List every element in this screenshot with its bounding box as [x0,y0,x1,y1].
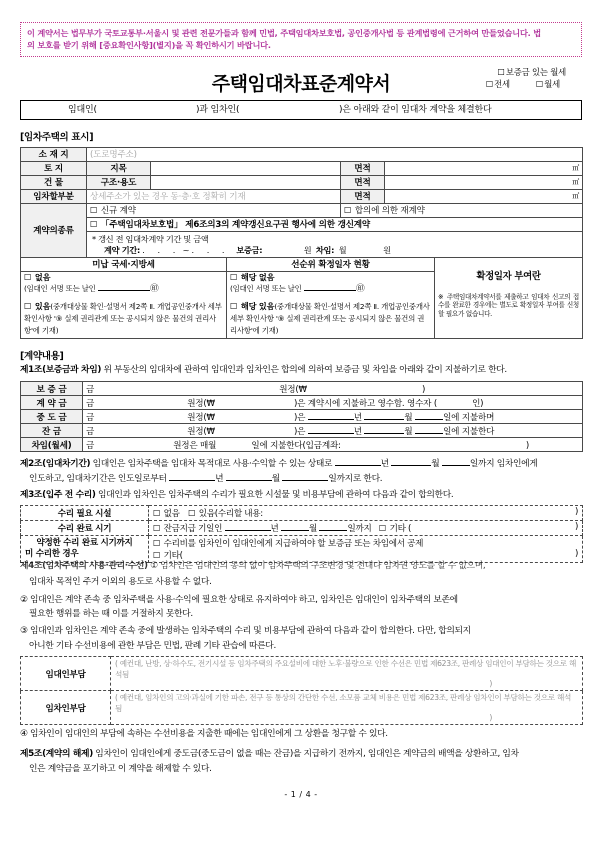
repair-need-label: 수리 필요 시설 [21,506,149,521]
unpaid-tax-none-label: 없음 [34,271,51,282]
contract-kind-renewal-right[interactable] [87,217,583,231]
land-kind-value[interactable] [151,161,341,175]
checkbox-icon[interactable] [536,79,544,89]
property-section-heading: [임차주택의 표시] [20,131,94,143]
downpayment-text: )은 계약시에 지불하고 영수함. 영수자 ( [293,398,437,409]
tax-priority-table [20,257,583,339]
checkbox-icon[interactable] [344,206,352,216]
table-row-lease-part [21,189,583,203]
prior-exists-label: 해당 있음 [240,301,275,312]
page-title: 주택임대차표준계약서 [211,72,391,95]
article-4-text-1: ① 임차인은 임대인의 동의 없이 임차주택의 구조변경 및 전대나 임차권 양도를 할 수 없으며, [147,561,486,572]
repair-need-none-label: 없음 [163,509,180,520]
table-row-contract-kind-1 [21,203,583,217]
repair-done-balance-label: 잔금지급 기일인 [163,524,223,535]
year-input[interactable] [335,465,381,466]
table-row-rent [21,438,583,452]
unpaid-tax-exists[interactable] [24,301,223,338]
checkbox-icon[interactable] [153,524,161,534]
land-area-label: 면적 [341,161,385,175]
contract-kind-re-agreement[interactable] [341,203,583,217]
checkbox-icon[interactable] [379,524,387,534]
seal-icon: ㊞ [356,284,365,295]
balance-text: )은 [293,426,306,437]
article-1-text: 위 부동산의 임대차에 관하여 임대인과 임차인은 합의에 의하여 보증금 및 차임을 아래와 같이 지불하기로 한다. [101,364,507,375]
downpayment-label: 계 약 금 [21,396,83,410]
prior-none[interactable] [230,272,431,285]
month-label: 월 [309,524,318,535]
deposit-label: 보 증 금 [21,382,83,396]
rent-value[interactable] [83,438,583,452]
year-label: 년 [353,426,362,437]
article-4-paragraph-2: ② 임대인은 계약 존속 중 임차주택을 사용·수익에 필요한 상태로 유지하여야 하고, 임차인은 임대인이 임차주택의 보존에 [20,594,458,605]
checkbox-icon[interactable] [153,539,161,549]
year-label: 년 [353,412,362,423]
prior-none-label: 해당 없음 [240,271,275,282]
checkbox-icon[interactable] [486,79,494,89]
party-declaration-row [20,100,582,120]
repair-done-close: ) [574,522,578,533]
day-input[interactable] [319,530,347,531]
lease-part-area-value[interactable] [385,189,583,203]
table-row-repair-need [21,506,583,521]
rent-close: ) [525,440,529,451]
contract-kind-new[interactable] [87,203,341,217]
location-placeholder: (도로명주소) [90,150,137,161]
deposit-value[interactable] [83,382,583,396]
lease-type-monthly[interactable] [536,78,560,90]
year-label: 년 [270,524,279,535]
prior-fixed-date-options [227,271,435,338]
previous-period-start[interactable]: . . . [142,244,181,255]
document-sheet [20,22,582,799]
previous-contract-fields[interactable] [90,245,579,256]
article-2-text-a: 임대인은 임차주택을 임대차 목적대로 사용·수익할 수 있는 상태로 [90,459,333,470]
property-table [20,147,583,258]
fixed-date-grant-note: ※ 주택임대차계약서를 제출하고 임대차 신고의 접수를 완료한 경우에는 별도로 확정일자 부여를 신청할 필요가 없습니다. [438,292,579,319]
article-2-paragraph [20,458,582,471]
lessor-burden-value[interactable] [111,657,583,691]
article-5-paragraph-b: 인은 계약금을 포기하고 이 계약을 해제할 수 있다. [29,763,212,774]
year-input[interactable] [169,480,215,481]
downpayment-geum: 금 [86,398,95,409]
rent-label: 차임(월세) [21,438,83,452]
previous-contract-block [87,231,583,257]
location-value[interactable] [87,147,583,161]
fixed-date-grant-cell [435,257,583,338]
previous-rent-unit: 원 [383,244,391,255]
article-5-paragraph [20,748,582,761]
lessee-burden-close: ) [489,713,492,723]
month-input[interactable] [364,419,404,420]
table-row-repair-done [21,521,583,536]
article-3-paragraph [20,489,582,502]
month-label: 월 [271,473,280,484]
day-input[interactable] [282,480,328,481]
lessor-burden-close: ) [489,679,492,689]
seal-icon: ㊞ [150,284,159,295]
downpayment-value[interactable] [83,396,583,410]
lessee-burden-text: ( 예컨대, 임차인의 고의·과실에 기한 파손, 전구 등 통상의 간단한 수선, 소모품 교체 비용은 민법 제623조, 판례상 임차인이 부담하는 것으로 해석됨 [115,693,572,714]
period-tilde: ~ [182,244,190,255]
lease-part-area-label: 면적 [341,189,385,203]
unpaid-tax-none-sub: (임대인 서명 또는 날인 ㊞ [24,284,159,295]
repair-done-other-label: 기타 ( [389,524,412,535]
day-input[interactable] [415,433,443,434]
article-5-title: 제5조(계약의 해제) [20,749,93,760]
month-input[interactable] [391,465,431,466]
checkbox-icon[interactable] [153,509,161,519]
lessee-label: )과 임차인( [196,104,240,115]
repair-unfinished-opt1[interactable] [153,537,578,549]
checkbox-icon[interactable] [230,302,238,312]
day-label: 일까지로 한다. [328,473,383,484]
unpaid-tax-exists-sub: (중개대상물 확인·설명서 제2쪽 Ⅱ. 개업공인중개사 세부 확인사항 '⑨ 실제 권리관계 또는 공시되지 않은 물건의 권리사항'에 기재) [24,302,222,336]
table-row-lessor-burden [21,657,583,691]
fixed-date-grant-title: 확정일자 부여란 [476,270,541,282]
lease-type-checkboxes [432,66,582,90]
building-structure-value[interactable] [151,175,341,189]
lessor-label: 임대인( [68,104,97,115]
previous-period-label: 계약 기간: [104,244,140,255]
deposit-geum: 금 [86,384,95,395]
year-input[interactable] [308,433,354,434]
previous-period-end[interactable]: . . . [191,244,230,255]
location-label: 소 재 지 [21,147,87,161]
year-input[interactable] [225,530,271,531]
contract-kind-new-label: 신규 계약 [100,206,136,217]
year-input[interactable] [308,419,354,420]
month-label: 월 [404,426,413,437]
prior-exists-sub: (중개대상물 확인·설명서 제2쪽 Ⅱ. 개업공인중개사 세부 확인사항 '⑨ 실제 권리관계 또는 공시되지 않은 물건의 권리사항'에 기재) [230,302,430,336]
title-row [20,63,582,99]
month-label: 월 [431,459,440,470]
unpaid-tax-heading: 미납 국세·지방세 [21,257,227,271]
article-4-paragraph-1b: 임대차 목적인 주거 이외의 용도로 사용할 수 없다. [29,577,212,588]
article-4-paragraph-3b: 아니한 기타 수선비용에 관한 부담은 민법, 판례 기타 관습에 따른다. [29,640,276,651]
area-unit: ㎡ [572,164,580,173]
article-4-paragraph-3: ③ 임대인과 임차인은 계약 존속 중에 발생하는 임차주택의 수리 및 비용부담에 관하여 다음과 같이 합의한다. 다만, 합의되지 [20,626,471,637]
table-row-balance [21,424,583,438]
table-row-contract-kind-2 [21,217,583,231]
area-unit: ㎡ [572,178,580,187]
previous-deposit-label: 보증금: [236,244,263,255]
article-2-text-b: 인도하고, 임대차기간은 인도일로부터 [29,473,167,484]
building-area-label: 면적 [341,175,385,189]
lease-type-label: 월세 [544,78,560,89]
table-row-middlepayment [21,410,583,424]
building-label: 건 물 [21,175,87,189]
repair-unfinished-label-2: 미 수리한 경우 [25,549,79,560]
checkbox-icon[interactable] [24,273,32,283]
repair-need-yes-label: 있음(수리할 내용: [198,509,263,520]
month-input[interactable] [226,480,272,481]
party-tail-text: )은 아래와 같이 임대차 계약을 체결한다 [339,104,492,115]
deposit-wonjeong: 원정(₩ [279,384,307,395]
contract-section-heading: [계약내용] [20,350,64,362]
article-4-paragraph-4: ④ 임차인이 임대인의 부담에 속하는 수선비용을 지출한 때에는 임대인에게 그 상환을 청구할 수 있다. [20,729,388,740]
article-2-title: 제2조(임대차기간) [20,459,91,470]
year-label: 년 [215,473,224,484]
notice-line-2: 의 보호를 받기 위해 [중요확인사항](별지)을 꼭 확인하시기 바랍니다. [27,40,271,51]
article-4-paragraph-1 [20,558,582,571]
table-row-building [21,175,583,189]
article-1-title: 제1조(보증금과 차임) [20,364,102,375]
table-row-location [21,147,583,161]
lease-type-label: 전세 [494,78,510,89]
unpaid-tax-exists-label: 있음 [34,301,51,312]
table-row-land [21,161,583,175]
day-label: 일에 지불한다 [443,426,495,437]
day-label: 일에 지불하며 [443,412,495,423]
year-label: 년 [380,459,389,470]
repair-done-label: 수리 완료 시기 [21,521,149,536]
previous-deposit-unit: 원 [303,244,312,255]
month-label: 월 [404,412,413,423]
table-row-contract-kind-3 [21,231,583,257]
lease-type-deposit-monthly[interactable] [432,66,582,78]
contract-kind-label: 계약의종류 [21,203,87,257]
balance-label: 잔 금 [21,424,83,438]
article-4-overlap-row [20,561,582,576]
building-structure-label: 구조·용도 [87,175,151,189]
previous-contract-note: * 갱신 전 임대차계약 기간 및 금액 [92,233,209,244]
repair-unfinished-opt1-label: 수리비를 임차인이 임대인에게 지급하여야 할 보증금 또는 차임에서 공제 [163,539,424,550]
notice-line-1: 이 계약서는 법무부가 국토교통부·서울시 및 관련 전문가들과 함께 민법, 주택임대차보호법, 공인중개사법 등 관계법령에 근거하여 만들었습니다. 법 [27,28,541,38]
day-input[interactable] [442,465,470,466]
lease-part-label: 임차할부분 [21,189,87,203]
land-area-value[interactable] [385,161,583,175]
prior-none-sub: (임대인 서명 또는 날인 ㊞ [230,284,365,295]
article-4-paragraph-2b: 필요한 행위를 하는 때 이를 거절하지 못한다. [29,609,193,620]
signature-line[interactable] [304,290,356,291]
legal-notice-banner [20,22,582,57]
table-row-lessee-burden [21,691,583,725]
lessee-burden-label: 임차인부담 [21,691,111,725]
repair-done-options[interactable] [149,521,583,536]
prior-exists[interactable] [230,301,431,338]
unpaid-tax-options [21,271,227,338]
checkbox-icon[interactable] [24,302,32,312]
repair-unfinished-close: ) [574,549,578,560]
downpayment-wonjeong: 원정(₩ [187,398,215,409]
article-2-paragraph-b [20,473,582,486]
day-label: 일까지 [347,524,372,535]
checkbox-icon[interactable] [90,220,98,230]
month-input[interactable] [281,530,309,531]
payment-table [20,381,583,452]
building-area-value[interactable] [385,175,583,189]
repair-need-options[interactable] [149,506,583,521]
rent-wonjeong: 원정은 매월 [173,440,217,451]
land-label: 토 지 [21,161,87,175]
checkbox-icon[interactable] [188,509,196,519]
balance-value[interactable] [83,424,583,438]
month-input[interactable] [364,433,404,434]
repair-table [20,505,583,563]
table-row-downpayment [21,396,583,410]
day-label: 일까지 임차인에게 [469,459,538,470]
signature-line[interactable] [98,290,150,291]
contract-kind-re-agreement-label: 합의에 의한 재계약 [354,206,425,217]
checkbox-icon[interactable] [498,67,506,77]
table-row-deposit [21,382,583,396]
page-number: - 1 / 4 - [284,790,318,800]
article-4-title: 제4조(임차주택의 사용·관리·수선) [20,561,148,572]
middlepayment-value[interactable] [83,410,583,424]
lease-type-jeonse[interactable] [486,78,510,90]
lease-type-label: 보증금 있는 월세 [505,66,566,77]
repair-unfinished-opt2-label: 기타( [163,551,183,562]
middlepayment-wonjeong: 원정(₩ [187,412,215,423]
middlepayment-label: 중 도 금 [21,410,83,424]
unpaid-tax-none[interactable] [24,272,223,285]
repair-unfinished-label-1: 약정한 수리 완료 시기까지 [36,537,133,548]
lessee-burden-value[interactable] [111,691,583,725]
article-3-title: 제3조(입주 전 수리) [20,489,96,500]
checkbox-icon[interactable] [90,206,98,216]
previous-rent-month: 월 [338,244,347,255]
downpayment-seal: 인) [472,398,484,409]
land-kind-label: 지목 [87,161,151,175]
area-unit: ㎡ [572,192,580,201]
rent-geum: 금 [86,440,95,451]
balance-wonjeong: 원정(₩ [187,426,215,437]
balance-geum: 금 [86,426,95,437]
day-input[interactable] [415,419,443,420]
repair-burden-table [20,656,583,725]
checkbox-icon[interactable] [230,273,238,283]
previous-rent-label: 차임: [315,244,335,255]
contract-kind-renewal-right-label: 「주택임대차보호법」 제6조의3의 계약갱신요구권 행사에 의한 갱신계약 [100,220,371,231]
article-5-text-a: 임차인이 임대인에게 중도금(중도금이 없을 때는 잔금)을 지급하기 전까지, 임대인은 계약금의 배액을 상환하고, 임차 [92,749,519,760]
rent-text: 일에 지불한다(입금계좌: [251,440,341,451]
middlepayment-text: )은 [293,412,306,423]
repair-need-close: ) [574,507,578,518]
prior-fixed-date-heading: 선순위 확정일자 현황 [227,257,435,271]
lessor-burden-label: 임대인부담 [21,657,111,691]
table-row-tax-head [21,257,583,271]
deposit-close: ) [421,384,426,395]
article-3-text: 임대인과 임차인은 임차주택의 수리가 필요한 시설물 및 비용부담에 관하여 다음과 같이 합의한다. [95,489,454,500]
lessor-burden-text: ( 예컨대, 난방, 상·하수도, 전기시설 등 임차주택의 주요설비에 대한 노후·불량으로 인한 수선은 민법 제623조, 판례상 임대인이 부담하는 것으로 해석됨 [115,659,576,680]
lease-part-placeholder: 상세주소가 있는 경우 동·층·호 정확히 기재 [90,192,246,203]
article-1-paragraph [20,364,582,377]
lease-part-value[interactable] [87,189,341,203]
middlepayment-geum: 금 [86,412,95,423]
